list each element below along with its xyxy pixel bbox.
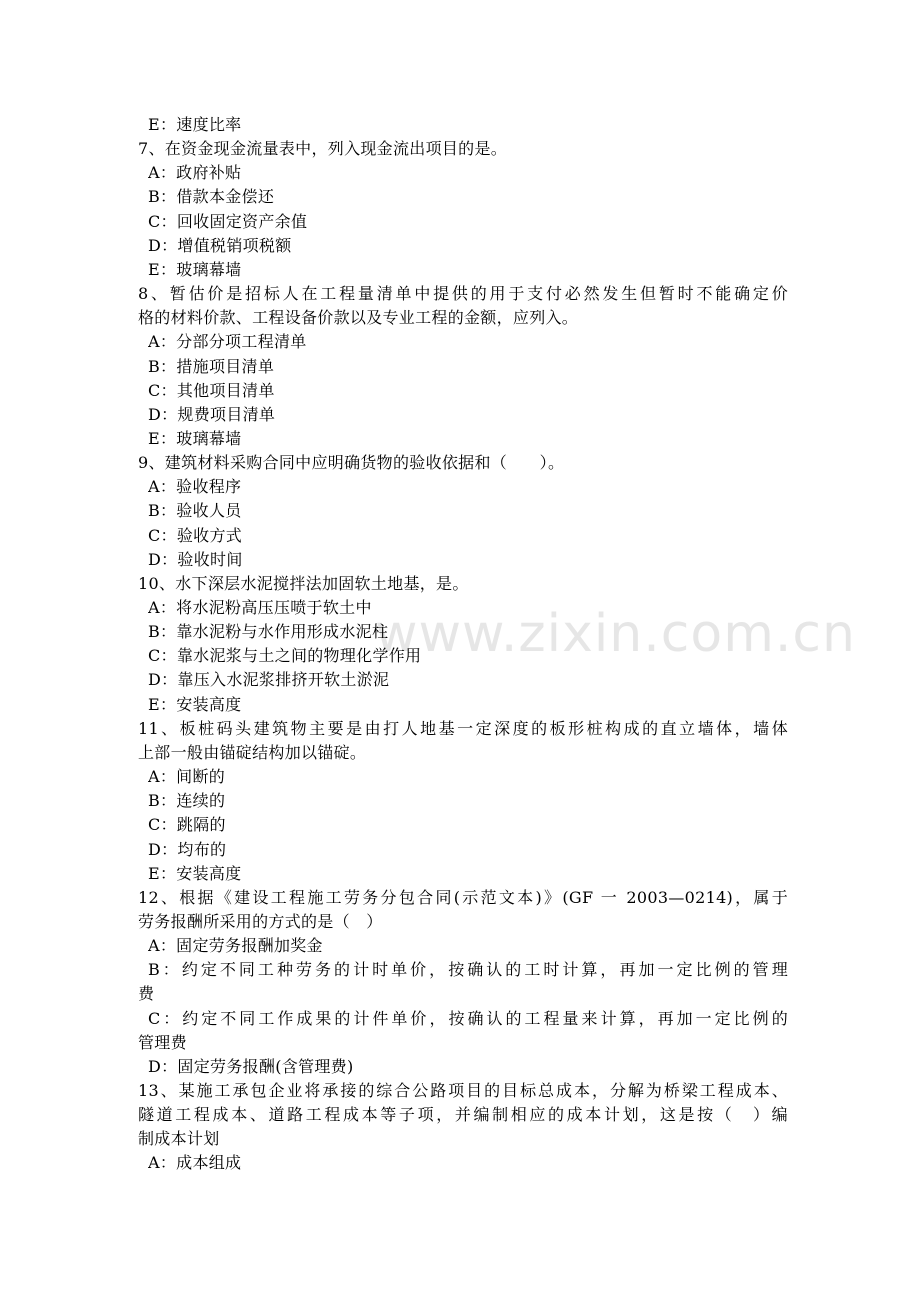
answer-option: C：其他项目清单: [148, 381, 275, 400]
answer-option: D：固定劳务报酬(含管理费): [148, 1057, 354, 1076]
question-text: 劳务报酬所采用的方式的是（ ）: [138, 912, 383, 931]
answer-option: C：约定不同工作成果的计件单价，按确认的工程量来计算，再加一定比例的: [148, 1009, 788, 1028]
question-text: 格的材料价款、工程设备价款以及专业工程的金额，应列入。: [138, 308, 579, 327]
answer-option: B：连续的: [148, 791, 226, 810]
question-text: 9、建筑材料采购合同中应明确货物的验收依据和（ ）。: [138, 453, 565, 472]
answer-option: C：回收固定资产余值: [148, 212, 308, 231]
answer-option: D：规费项目清单: [148, 405, 276, 424]
question-text: 8、暂估价是招标人在工程量清单中提供的用于支付必然发生但暂时不能确定价: [138, 284, 788, 303]
answer-option: E：安装高度: [148, 864, 242, 883]
answer-option: B：借款本金偿还: [148, 187, 275, 206]
answer-option: E：玻璃幕墙: [148, 260, 242, 279]
answer-option: C：跳隔的: [148, 815, 226, 834]
answer-option: B：验收人员: [148, 501, 242, 520]
answer-option: D：增值税销项税额: [148, 236, 292, 255]
answer-option: E：速度比率: [148, 115, 242, 134]
question-text: 隧道工程成本、道路工程成本等子项，并编制相应的成本计划，这是按（ ）编: [138, 1105, 788, 1124]
question-text: 13、某施工承包企业将承接的综合公路项目的目标总成本，分解为桥梁工程成本、: [138, 1081, 788, 1100]
answer-option: D：靠压入水泥浆排挤开软土淤泥: [148, 670, 390, 689]
answer-option: C：验收方式: [148, 526, 243, 545]
answer-option: A：成本组成: [148, 1153, 242, 1172]
answer-option: E：安装高度: [148, 695, 242, 714]
answer-option: D：均布的: [148, 840, 227, 859]
question-text: 11、板桩码头建筑物主要是由打人地基一定深度的板形桩构成的直立墙体，墙体: [138, 719, 788, 738]
answer-option: B：措施项目清单: [148, 357, 275, 376]
answer-option: A：间断的: [148, 767, 226, 786]
watermark: www.zixin.com.cn: [375, 604, 856, 664]
answer-option: A：验收程序: [148, 477, 242, 496]
answer-option: A：固定劳务报酬加奖金: [148, 936, 323, 955]
question-text: 上部一般由锚碇结构加以锚碇。: [138, 743, 367, 762]
question-text: 7、在资金现金流量表中，列入现金流出项目的是。: [138, 139, 508, 158]
question-text: 10、水下深层水泥搅拌法加固软土地基，是。: [138, 574, 469, 593]
answer-option: D：验收时间: [148, 550, 243, 569]
answer-option: E：玻璃幕墙: [148, 429, 242, 448]
question-text: 费: [138, 984, 155, 1003]
answer-option: B：约定不同工种劳务的计时单价，按确认的工时计算，再加一定比例的管理: [148, 960, 788, 979]
answer-option: A：将水泥粉高压压喷于软土中: [148, 598, 372, 617]
answer-option: A：分部分项工程清单: [148, 332, 307, 351]
answer-option: C：靠水泥浆与土之间的物理化学作用: [148, 646, 422, 665]
question-text: 12、根据《建设工程施工劳务分包合同(示范文本)》(GF 一 2003—0214)，属于: [138, 888, 788, 907]
question-text: 制成本计划: [138, 1129, 220, 1148]
answer-option: A：政府补贴: [148, 163, 242, 182]
answer-option: B：靠水泥粉与水作用形成水泥柱: [148, 622, 389, 641]
question-text: 管理费: [138, 1033, 187, 1052]
